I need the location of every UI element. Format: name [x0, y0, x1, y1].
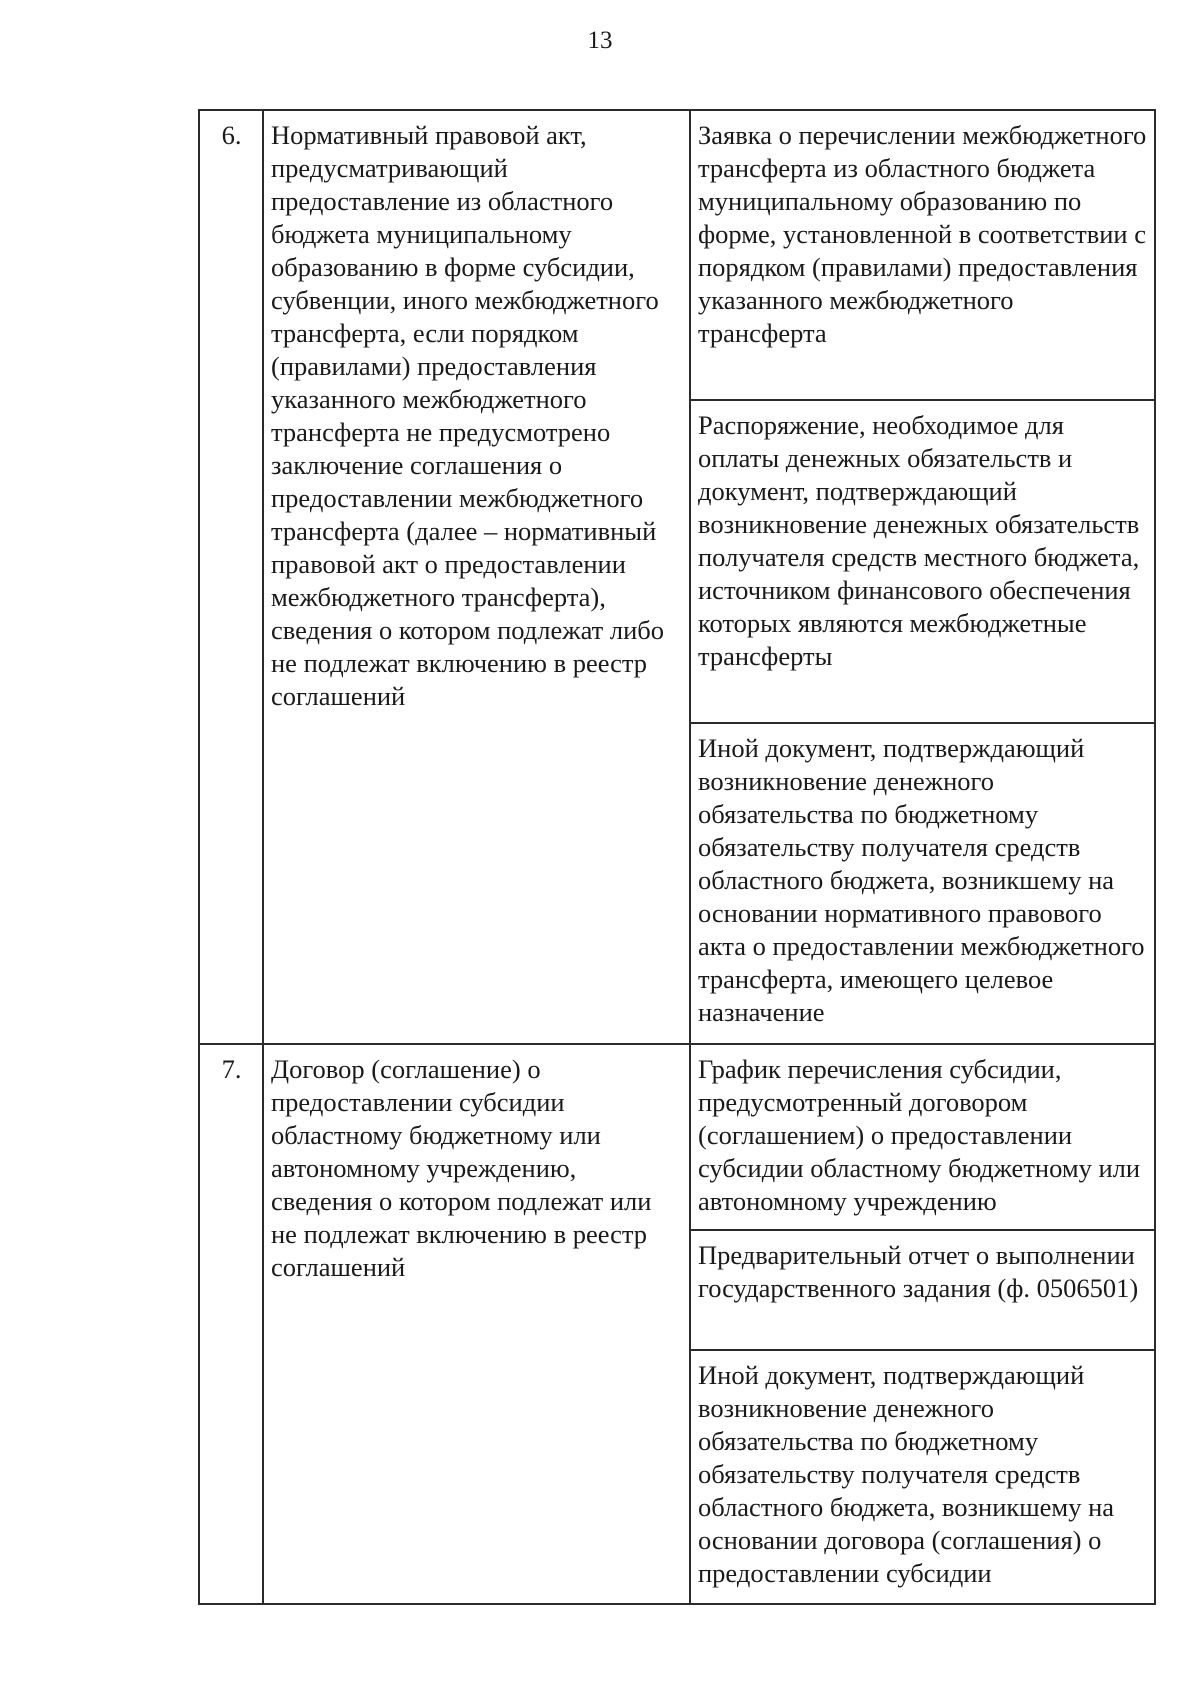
document-cell: Предварительный отчет о выполнении государственного задания (ф. 0506501): [690, 1230, 1155, 1350]
document-cell: Иной документ, подтверждающий возникновение денежного обязательства по бюджетному обязательству получателя средств областного бюджета, возникшему на основании нормативного правового акта о предоставлении межбюджетного трансферта, имеющего целевое назначение: [690, 723, 1155, 1044]
document-cell: График перечисления субсидии, предусмотренный договором (соглашением) о предоставлении субсидии областному бюджетному или автономному учреждению: [690, 1044, 1155, 1230]
document-cell: Иной документ, подтверждающий возникновение денежного обязательства по бюджетному обязательству получателя средств областного бюджета, возникшему на основании договора (соглашения) о предоставлении субсидии: [690, 1350, 1155, 1604]
basis-cell: Нормативный правовой акт, предусматривающий предоставление из областного бюджета муниципальному образованию в форме субсидии, субвенции, иного межбюджетного трансферта, если порядком (правилами) предоставления указанного межбюджетного трансферта не предусмотрено заключение соглашения о предоставлении межбюджетного трансферта (далее – нормативный правовой акт о предоставлении межбюджетного трансферта), сведения о котором подлежат либо не подлежат включению в реестр соглашений: [263, 110, 690, 1044]
basis-cell: Договор (соглашение) о предоставлении субсидии областному бюджетному или автономному учреждению, сведения о котором подлежат или не подлежат включению в реестр соглашений: [263, 1044, 690, 1604]
row-number: 6.: [199, 110, 263, 1044]
table-row: [199, 110, 1155, 400]
document-table: [198, 109, 1156, 1605]
page-number: 13: [587, 27, 613, 54]
document-cell: Заявка о перечислении межбюджетного трансферта из областного бюджета муниципальному образованию по форме, установленной в соответствии с порядком (правилами) предоставления указанного межбюджетного трансферта: [690, 110, 1155, 400]
row-number: 7.: [199, 1044, 263, 1604]
table-row: [199, 1044, 1155, 1230]
document-cell: Распоряжение, необходимое для оплаты денежных обязательств и документ, подтверждающий возникновение денежных обязательств получателя средств местного бюджета, источником финансового обеспечения которых являются межбюджетные трансферты: [690, 400, 1155, 723]
